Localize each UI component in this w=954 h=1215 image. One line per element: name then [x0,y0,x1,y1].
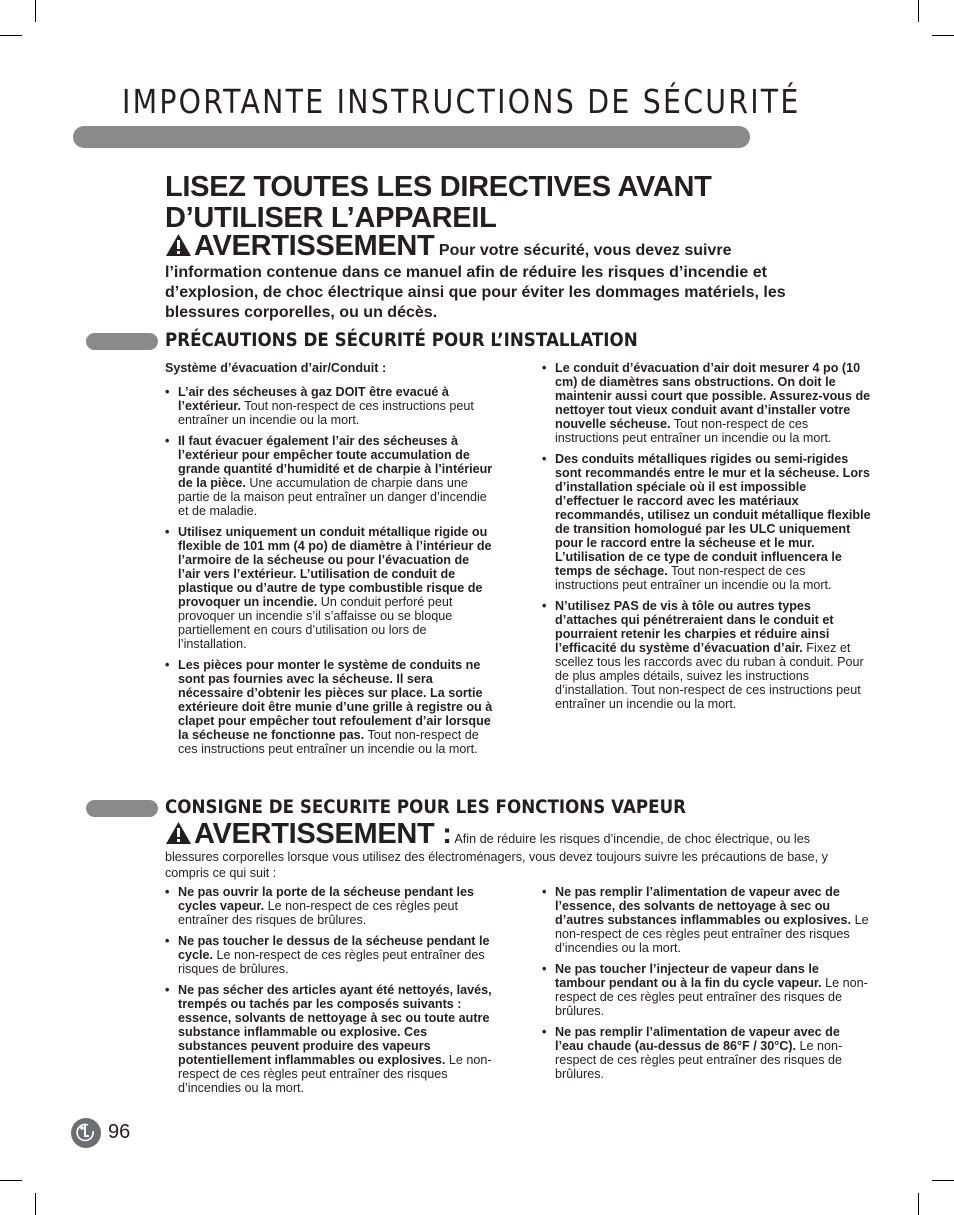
warning-block [165,818,855,881]
crop-mark [0,35,22,36]
item-text: Tout non-respect de ces instructions peut entraîner un incendie ou la mort. [555,564,832,592]
item-text: Tout non-respect de ces instructions peut entraîner un incendie ou la mort. [178,728,479,756]
item-bold-text: N’utilisez PAS de vis à tôle ou autres types d’attaches qui pénétreraient dans le conduit et pourraient retenir les charpies et réduire ainsi l’efficacité du système d’évacuation d’air. [555,599,834,655]
bullet-list [542,885,872,1081]
item-text: Tout non-respect de ces instructions peut entraîner un incendie ou la mort. [178,399,474,427]
warning-label: AVERTISSEMENT [194,230,435,262]
list-item [165,983,493,1095]
bullet-list [165,385,493,756]
crop-mark [35,1193,36,1215]
list-item [542,885,872,955]
lg-logo-icon [71,1118,101,1148]
subheading: Système d’évacuation d’air/Conduit : [165,361,387,375]
item-bold-text: Des conduits métalliques rigides ou semi-rigides sont recommandés entre le mur et la sécheuse. Lors d’installation spéciale où il est impossible d’effectuer le raccord avec les matériaux recommandés, utilisez un conduit métallique flexible de transition homologué par les ULC uniquement pour le raccord entre la sécheuse et le mur. L’utilisation de ce type de conduit influencera le temps de séchage. [555,452,871,578]
item-bold-text: Ne pas toucher l’injecteur de vapeur dans le tambour pendant ou à la fin du cycle vapeur. [555,962,822,990]
list-item [165,658,493,756]
item-bold-text: L’air des sécheuses à gaz DOIT être evacué à l’extérieur. [178,385,449,413]
installation-left-column [165,361,493,763]
section-title-steam: CONSIGNE DE SECURITE POUR LES FONCTIONS VAPEUR [165,796,687,818]
crop-mark [918,1193,919,1215]
steam-right-column [542,885,872,1088]
list-item [165,434,493,518]
item-bold-text: Les pièces pour monter le système de conduits ne sont pas fournies avec la sécheuse. Il sera nécessaire d’obtenir les pièces sur place. La sortie extérieure doit être munie d’une grille à registre ou à clapet pour empêcher tout refoulement d’air lorsque la sécheuse ne fonctionne pas. [178,658,493,742]
title-bar [73,126,750,148]
item-text: Fixez et scellez tous les raccords avec du ruban à conduit. Pour de plus amples détails, suivez les instructions d’installation. Tout non-respect de ces instructions peut entraîner un incendie ou la mort. [555,641,864,711]
item-text: Le non-respect de ces règles peut entraîner des risques de brûlures. [178,948,485,976]
item-text: Tout non-respect de ces instructions peut entraîner un incendie ou la mort. [555,417,832,445]
item-bold-text: Ne pas remplir l’alimentation de vapeur avec de l’eau chaude (au-dessus de 86°F / 30°C). [555,1025,840,1053]
bullet-list [165,885,493,1095]
list-item [165,934,493,976]
item-bold-text: Ne pas sécher des articles ayant été nettoyés, lavés, trempés ou tachés par les composés suivants : essence, solvants de nettoyage à sec ou toute autre substance inflammable ou explosive. Ces substances peuvent produire des vapeurs potentiellement inflammables ou explosives. [178,983,492,1067]
main-heading: LISEZ TOUTES LES DIRECTIVES AVANT D’UTILISER L’APPAREIL [165,171,712,234]
installation-right-column [542,361,872,718]
crop-mark [918,0,919,22]
item-bold-text: Le conduit d’évacuation d’air doit mesurer 4 po (10 cm) de diamètres sans obstructions. On doit le maintenir aussi court que possible. Assurez-vous de nettoyer tout vieux conduit avant d’installer votre nouvelle sécheuse. [555,361,871,431]
warning-triangle-icon [165,821,192,849]
item-text: Le non-respect de ces règles peut entraîner des risques de brûlures. [555,1039,843,1081]
page-number: 96 [108,1121,131,1143]
crop-mark [932,35,954,36]
warning-label: AVERTISSEMENT : [194,818,452,850]
list-item [542,599,872,711]
section-marker [86,333,158,350]
item-text: Un conduit perforé peut provoquer un incendie s’il s’affaisse ou se bloque partiellement en cours d’utilisation ou lors de l’installation. [178,595,453,651]
list-item [542,1025,872,1081]
list-item [165,385,493,427]
item-bold-text: Utilisez uniquement un conduit métallique rigide ou flexible de 101 mm (4 po) de diamètre à l’intérieur de l’armoire de la sécheuse ou pour l’évacuation de l’air vers l’extérieur. L’utilisation de conduit de plastique ou d’autre de type combustible risque de provoquer un incendie. [178,525,492,609]
list-item [165,885,493,927]
warning-block [165,230,830,323]
item-bold-text: Ne pas ouvrir la porte de la sécheuse pendant les cycles vapeur. [178,885,475,913]
crop-mark [932,1180,954,1181]
item-text: Le non-respect de ces règles peut entraîner des risques d’incendies ou la mort. [555,913,869,955]
page-title: IMPORTANTE INSTRUCTIONS DE SÉCURITÉ [122,82,801,121]
warning-text: Afin de réduire les risques d’incendie, de choc électrique, ou les blessures corporelles lorsque vous utilisez des électroménagers, vous devez toujours suivre les précautions de base, y compris ce qui suit : [165,832,828,880]
item-text: Une accumulation de charpie dans une partie de la maison peut entraîner un danger d’incendie et de maladie. [178,476,487,518]
warning-text: Pour votre sécurité, vous devez suivre l’information contenue dans ce manuel afin de réduire les risques d’incendie et d’explosion, de choc électrique ainsi que pour éviter les dommages matériels, les blessures corporelles, ou un décès. [165,242,786,321]
list-item [542,361,872,445]
steam-left-column [165,885,493,1102]
list-item [542,452,872,592]
item-bold-text: Il faut évacuer également l’air des sécheuses à l’extérieur pour empêcher toute accumulation de grande quantité d’humidité et de charpie à l’intérieur de la pièce. [178,434,493,490]
warning-triangle-icon [165,233,192,263]
item-text: Le non-respect de ces règles peut entraîner des risques de brûlures. [178,899,459,927]
crop-mark [35,0,36,22]
bullet-list [542,361,872,711]
crop-mark [0,1180,22,1181]
list-item [165,525,493,651]
section-title-installation: PRÉCAUTIONS DE SÉCURITÉ POUR L’INSTALLATION [165,329,638,351]
item-bold-text: Ne pas toucher le dessus de la sécheuse pendant le cycle. [178,934,490,962]
item-text: Le non-respect de ces règles peut entraîner des risques d’incendies ou la mort. [178,1053,492,1095]
item-bold-text: Ne pas remplir l’alimentation de vapeur avec de l’essence, des solvants de nettoyage à sec ou d’autres substances inflammables ou explosives. [555,885,852,927]
section-marker [86,800,158,817]
item-text: Le non-respect de ces règles peut entraîner des risques de brûlures. [555,976,868,1018]
list-item [542,962,872,1018]
